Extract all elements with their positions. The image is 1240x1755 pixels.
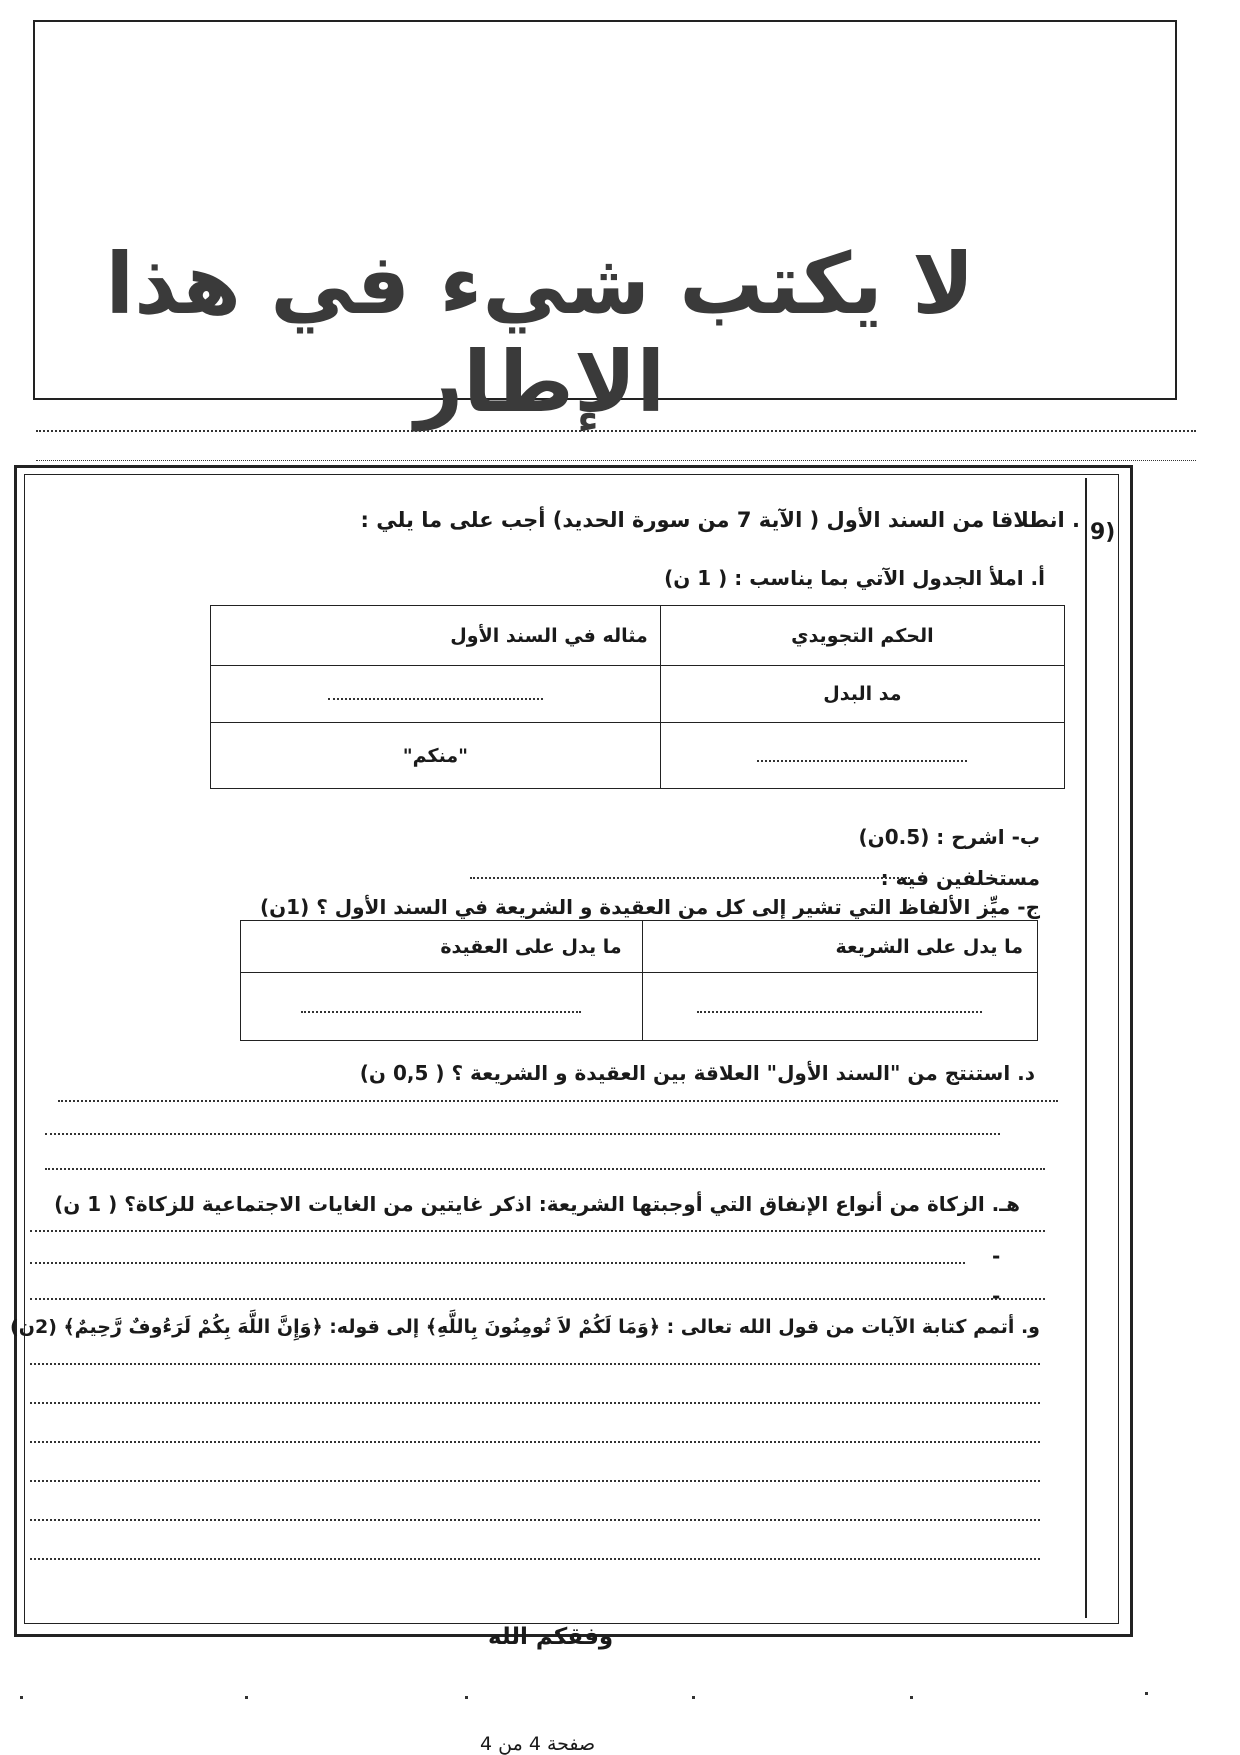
scan-dot: [465, 1696, 468, 1699]
part-w-answer-line-1[interactable]: [30, 1363, 1040, 1365]
page-number: صفحة 4 من 4: [480, 1733, 596, 1755]
creed-law-header-law: ما يدل على الشريعة: [642, 921, 1037, 973]
closing-wish: وفقكم الله: [488, 1624, 614, 1650]
answer-dots: [757, 760, 967, 762]
part-w-answer-line-4[interactable]: [30, 1480, 1040, 1482]
tajweed-cell-ruling-2[interactable]: [660, 723, 1064, 789]
part-d-answer-line-1[interactable]: [58, 1100, 1058, 1102]
tajweed-header-example: مثاله في السند الأول: [211, 606, 661, 666]
tajweed-cell-example-1[interactable]: [211, 666, 661, 723]
question-number: 9): [1090, 520, 1116, 545]
part-b-answer-line[interactable]: [470, 877, 910, 879]
part-h-bullet-1: -: [992, 1244, 1001, 1268]
answer-dots: [697, 1011, 982, 1013]
part-h-bullet-2: -: [992, 1284, 1001, 1308]
part-d-answer-line-3[interactable]: [45, 1168, 1045, 1170]
tajweed-cell-ruling-1: مد البدل: [660, 666, 1064, 723]
tajweed-table: [210, 605, 1065, 789]
part-c-prompt: ج- ميِّز الألفاظ التي تشير إلى كل من العقيدة و الشريعة في السند الأول ؟ (1ن): [259, 895, 1040, 919]
tajweed-header-ruling: الحكم التجويدي: [660, 606, 1064, 666]
separator-line: [36, 430, 1196, 432]
part-d-answer-line-2[interactable]: [45, 1133, 1000, 1135]
part-w-prompt: و. أتمم كتابة الآيات من قول الله تعالى : ﴿وَمَا لَكُمْ لاَ تُومِنُونَ بِاللَّهِ﴾ إلى قوله: ﴿وَإِنَّ اللَّهَ بِكُمْ لَرَءُوفٌ رَّحِيمٌ﴾ (2ن): [10, 1316, 1040, 1338]
part-a-prompt: أ. املأ الجدول الآتي بما يناسب : ( 1 ن): [664, 566, 1045, 590]
creed-law-table: [240, 920, 1038, 1041]
part-w-answer-line-6[interactable]: [30, 1558, 1040, 1560]
scan-dot: [910, 1696, 913, 1699]
answer-dots: [301, 1011, 581, 1013]
answer-dots: [328, 698, 543, 700]
scan-dot: [20, 1696, 23, 1699]
tajweed-cell-example-2: "منكم": [211, 723, 661, 789]
part-h-answer-line-2[interactable]: [30, 1262, 965, 1264]
part-w-answer-line-5[interactable]: [30, 1519, 1040, 1521]
no-writing-label: لا يكتب شيء في هذا الإطار: [105, 235, 975, 431]
creed-law-header-creed: ما يدل على العقيدة: [241, 921, 643, 973]
creed-law-cell-law[interactable]: [642, 973, 1037, 1041]
scan-dot: [1145, 1692, 1148, 1695]
part-b-term: مستخلفين فيه :: [880, 866, 1040, 890]
part-w-answer-line-3[interactable]: [30, 1441, 1040, 1443]
scan-dot: [692, 1696, 695, 1699]
question-intro: . انطلاقا من السند الأول ( الآية 7 من سورة الحديد) أجب على ما يلي :: [360, 508, 1080, 532]
part-d-prompt: د. استنتج من "السند الأول" العلاقة بين العقيدة و الشريعة ؟ ( 0,5 ن): [359, 1061, 1035, 1085]
part-h-answer-line-3[interactable]: [30, 1298, 1045, 1300]
part-b-prompt: ب- اشرح : (0.5ن): [858, 825, 1040, 849]
scan-dot: [245, 1696, 248, 1699]
question-number-column-divider: [1085, 478, 1087, 1618]
part-h-answer-line-1[interactable]: [30, 1230, 1045, 1232]
separator-line-2: [36, 460, 1196, 461]
part-w-answer-line-2[interactable]: [30, 1402, 1040, 1404]
creed-law-cell-creed[interactable]: [241, 973, 643, 1041]
part-h-prompt: هـ. الزكاة من أنواع الإنفاق التي أوجبتها الشريعة: اذكر غايتين من الغايات الاجتماعية للزكاة؟ ( 1 ن): [54, 1192, 1020, 1216]
